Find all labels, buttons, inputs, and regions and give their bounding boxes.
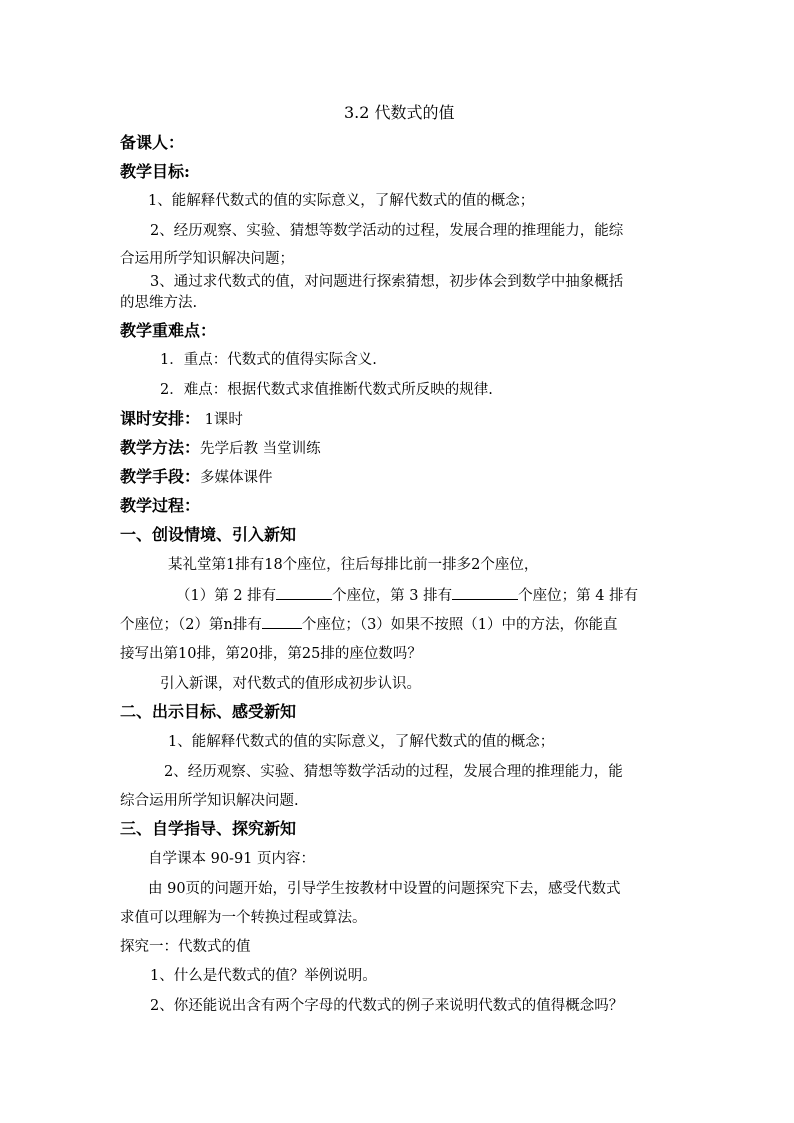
objective-item: 1、能解释代数式的值的实际意义，了解代数式的值的概念；: [148, 193, 535, 209]
means-line: [120, 467, 273, 488]
objective-item: 合运用所学知识解决问题；: [120, 251, 294, 267]
preparer-label: 备课人：: [120, 133, 185, 152]
section1-summary: 引入新课，对代数式的值形成初步认识。: [160, 676, 421, 692]
page-title: 3.2 代数式的值: [344, 103, 455, 122]
answer-blank: [276, 585, 332, 600]
section2-item: 2、经历观察、实验、猜想等数学活动的过程，发展合理的推理能力，能: [164, 764, 623, 780]
schedule-label: 课时安排：: [120, 409, 201, 428]
answer-blank: [262, 614, 302, 629]
question-text: 个座位；第 4 排有: [518, 588, 639, 604]
section1-question-line: [176, 585, 638, 606]
question-text: 个座位；（3）如果不按照（1）中的方法，你能直: [301, 617, 618, 633]
section1-question-line: [120, 614, 618, 635]
key-point-item: 1．重点：代数式的值得实际含义.: [160, 352, 377, 368]
section1-question-line: 接写出第10排，第20排，第25排的座位数吗？: [120, 646, 422, 662]
key-points-heading: 教学重难点：: [120, 321, 217, 340]
means-value: 多媒体课件: [200, 470, 273, 486]
explore-question: 2、你还能说出含有两个字母的代数式的例子来说明代数式的值得概念吗？: [150, 998, 624, 1014]
section1-heading: 一、创设情境、引入新知: [120, 525, 297, 544]
explore-question: 1、什么是代数式的值？举例说明。: [150, 968, 377, 984]
explore-heading: 探究一：代数式的值: [120, 939, 251, 955]
schedule-line: [120, 409, 243, 430]
section1-intro: 某礼堂第1排有18个座位，往后每排比前一排多2个座位，: [168, 557, 539, 573]
section3-heading: 三、自学指导、探究新知: [120, 819, 297, 838]
question-text: 个座位，第 3 排有: [332, 588, 453, 604]
objective-item: 2、经历观察、实验、猜想等数学活动的过程，发展合理的推理能力，能综: [150, 223, 624, 239]
means-label: 教学手段：: [120, 467, 201, 486]
method-label: 教学方法：: [120, 438, 201, 457]
question-text: （1）第 2 排有: [176, 588, 277, 604]
method-value: 先学后教 当堂训练: [200, 441, 321, 457]
method-line: [120, 438, 321, 459]
objectives-heading: 教学目标:: [120, 162, 190, 181]
process-heading: 教学过程：: [120, 496, 201, 515]
key-point-item: 2．难点：根据代数式求值推断代数式所反映的规律.: [160, 382, 493, 398]
question-text: 个座位；（2）第n排有: [120, 617, 262, 633]
answer-blank: [452, 585, 518, 600]
section3-paragraph: 自学课本 90-91 页内容：: [148, 851, 316, 867]
section2-item: 综合运用所学知识解决问题.: [120, 793, 299, 809]
section2-heading: 二、出示目标、感受新知: [120, 702, 297, 721]
section3-paragraph: 由 90页的问题开始，引导学生按教材中设置的问题探究下去，感受代数式: [148, 881, 621, 897]
objective-item: 3、通过求代数式的值，对问题进行探索猜想，初步体会到数学中抽象概括: [150, 274, 624, 290]
schedule-value: 1课时: [200, 412, 243, 428]
section2-item: 1、能解释代数式的值的实际意义，了解代数式的值的概念；: [168, 734, 555, 750]
objective-item: 的思维方法.: [120, 295, 198, 311]
section3-paragraph: 求值可以理解为一个转换过程或算法。: [120, 910, 367, 926]
